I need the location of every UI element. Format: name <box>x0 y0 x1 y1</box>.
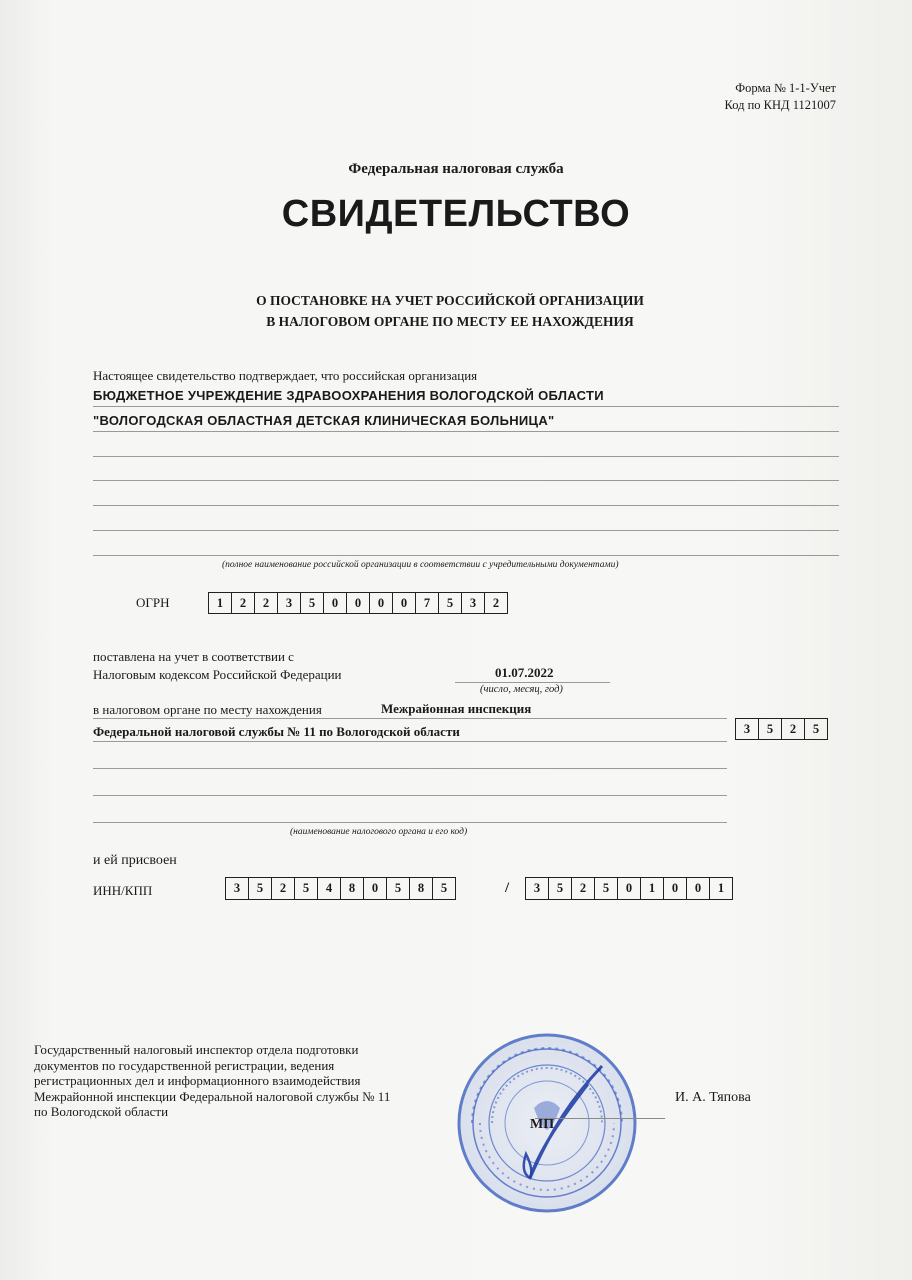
inn-cells <box>225 877 456 900</box>
divider <box>93 741 727 742</box>
divider <box>93 718 727 719</box>
kpp-digit-cell: 3 <box>526 878 549 899</box>
divider <box>93 505 839 506</box>
divider <box>93 768 727 769</box>
document-subtitle-line1: О ПОСТАНОВКЕ НА УЧЕТ РОССИЙСКОЙ ОРГАНИЗАЦИИ <box>256 293 644 308</box>
authority-hint: (наименование налогового органа и его код) <box>290 827 468 837</box>
inspector-position: Государственный налоговый инспектор отдела подготовки документов по государственной регистрации, ведения регистрационных дел и информационного взаимодействия Межрайонной инспекции Федеральной налоговой службы № 11 по Вологодской области <box>34 1042 391 1119</box>
kpp-digit-cell: 2 <box>572 878 595 899</box>
inn-kpp-label: ИНН/КПП <box>93 883 153 898</box>
kpp-digit-cell: 5 <box>595 878 618 899</box>
registration-line2: Налоговым кодексом Российской Федерации <box>93 667 342 682</box>
organization-name-line2: "ВОЛОГОДСКАЯ ОБЛАСТНАЯ ДЕТСКАЯ КЛИНИЧЕСКАЯ БОЛЬНИЦА" <box>93 413 555 428</box>
ogrn-digit-cell: 3 <box>278 593 301 613</box>
kpp-digit-cell: 0 <box>687 878 710 899</box>
document-subtitle-line2: В НАЛОГОВОМ ОРГАНЕ ПО МЕСТУ ЕЕ НАХОЖДЕНИЯ <box>266 314 634 329</box>
divider <box>93 555 839 556</box>
organization-intro: Настоящее свидетельство подтверждает, что российская организация <box>93 368 478 383</box>
divider <box>93 530 839 531</box>
inn-kpp-separator: / <box>505 880 510 896</box>
authority-code-digit-cell: 3 <box>736 719 759 739</box>
kpp-digit-cell: 5 <box>549 878 572 899</box>
inn-digit-cell: 4 <box>318 878 341 899</box>
ogrn-digit-cell: 2 <box>232 593 255 613</box>
inn-digit-cell: 2 <box>272 878 295 899</box>
kpp-cells <box>525 877 733 900</box>
inn-digit-cell: 8 <box>341 878 364 899</box>
document-title: СВИДЕТЕЛЬСТВО <box>281 193 631 235</box>
kpp-digit-cell: 0 <box>618 878 641 899</box>
kpp-digit-cell: 0 <box>664 878 687 899</box>
issuing-service: Федеральная налоговая служба <box>348 161 564 177</box>
kpp-digit-cell: 1 <box>641 878 664 899</box>
authority-name-part1: Межрайонная инспекция <box>381 701 532 716</box>
divider <box>93 406 839 407</box>
ogrn-digit-cell: 2 <box>492 595 500 610</box>
ogrn-digit-cell: 5 <box>301 593 324 613</box>
ogrn-digit-cell: 0 <box>347 593 370 613</box>
ogrn-cells <box>208 592 508 614</box>
ogrn-digit-cell: 0 <box>370 593 393 613</box>
inn-digit-cell: 5 <box>387 878 410 899</box>
inspector-name: И. А. Тяпова <box>675 1090 751 1105</box>
divider <box>93 795 727 796</box>
divider <box>93 822 727 823</box>
authority-intro: в налоговом органе по месту нахождения <box>93 702 322 717</box>
authority-code-cells <box>735 718 828 740</box>
authority-name-part2: Федеральной налоговой службы № 11 по Вологодской области <box>93 724 460 739</box>
inn-digit-cell: 5 <box>295 878 318 899</box>
ogrn-digit-cell: 7 <box>416 593 439 613</box>
registration-line1: поставлена на учет в соответствии с <box>93 649 294 664</box>
inn-digit-cell: 8 <box>410 878 433 899</box>
organization-name-hint: (полное наименование российской организации в соответствии с учредительными документами) <box>222 560 619 570</box>
divider <box>93 456 839 457</box>
authority-code-digit-cell: 2 <box>782 719 805 739</box>
assignment-intro: и ей присвоен <box>93 853 177 868</box>
kpp-digit-cell: 1 <box>717 881 725 895</box>
ogrn-digit-cell: 0 <box>393 593 416 613</box>
ogrn-digit-cell: 3 <box>462 593 485 613</box>
knd-code: Код по КНД 1121007 <box>724 98 836 112</box>
registration-date: 01.07.2022 <box>495 665 554 680</box>
ogrn-digit-cell: 1 <box>209 593 232 613</box>
ogrn-digit-cell: 0 <box>324 593 347 613</box>
inn-digit-cell: 0 <box>364 878 387 899</box>
authority-code-digit-cell: 5 <box>812 721 820 736</box>
form-number: Форма № 1-1-Учет <box>735 81 836 95</box>
organization-name-line1: БЮДЖЕТНОЕ УЧРЕЖДЕНИЕ ЗДРАВООХРАНЕНИЯ ВОЛОГОДСКОЙ ОБЛАСТИ <box>93 388 604 403</box>
divider <box>455 682 610 683</box>
inn-digit-cell: 3 <box>226 878 249 899</box>
authority-code-digit-cell: 5 <box>759 719 782 739</box>
ogrn-digit-cell: 2 <box>255 593 278 613</box>
ogrn-label: ОГРН <box>136 595 170 610</box>
inn-digit-cell: 5 <box>249 878 272 899</box>
date-hint: (число, месяц, год) <box>480 684 563 695</box>
divider <box>93 480 839 481</box>
stamp-mark: МП <box>530 1117 555 1132</box>
ogrn-digit-cell: 5 <box>439 593 462 613</box>
signature-line <box>535 1118 665 1119</box>
divider <box>93 431 839 432</box>
inn-digit-cell: 5 <box>440 881 448 895</box>
